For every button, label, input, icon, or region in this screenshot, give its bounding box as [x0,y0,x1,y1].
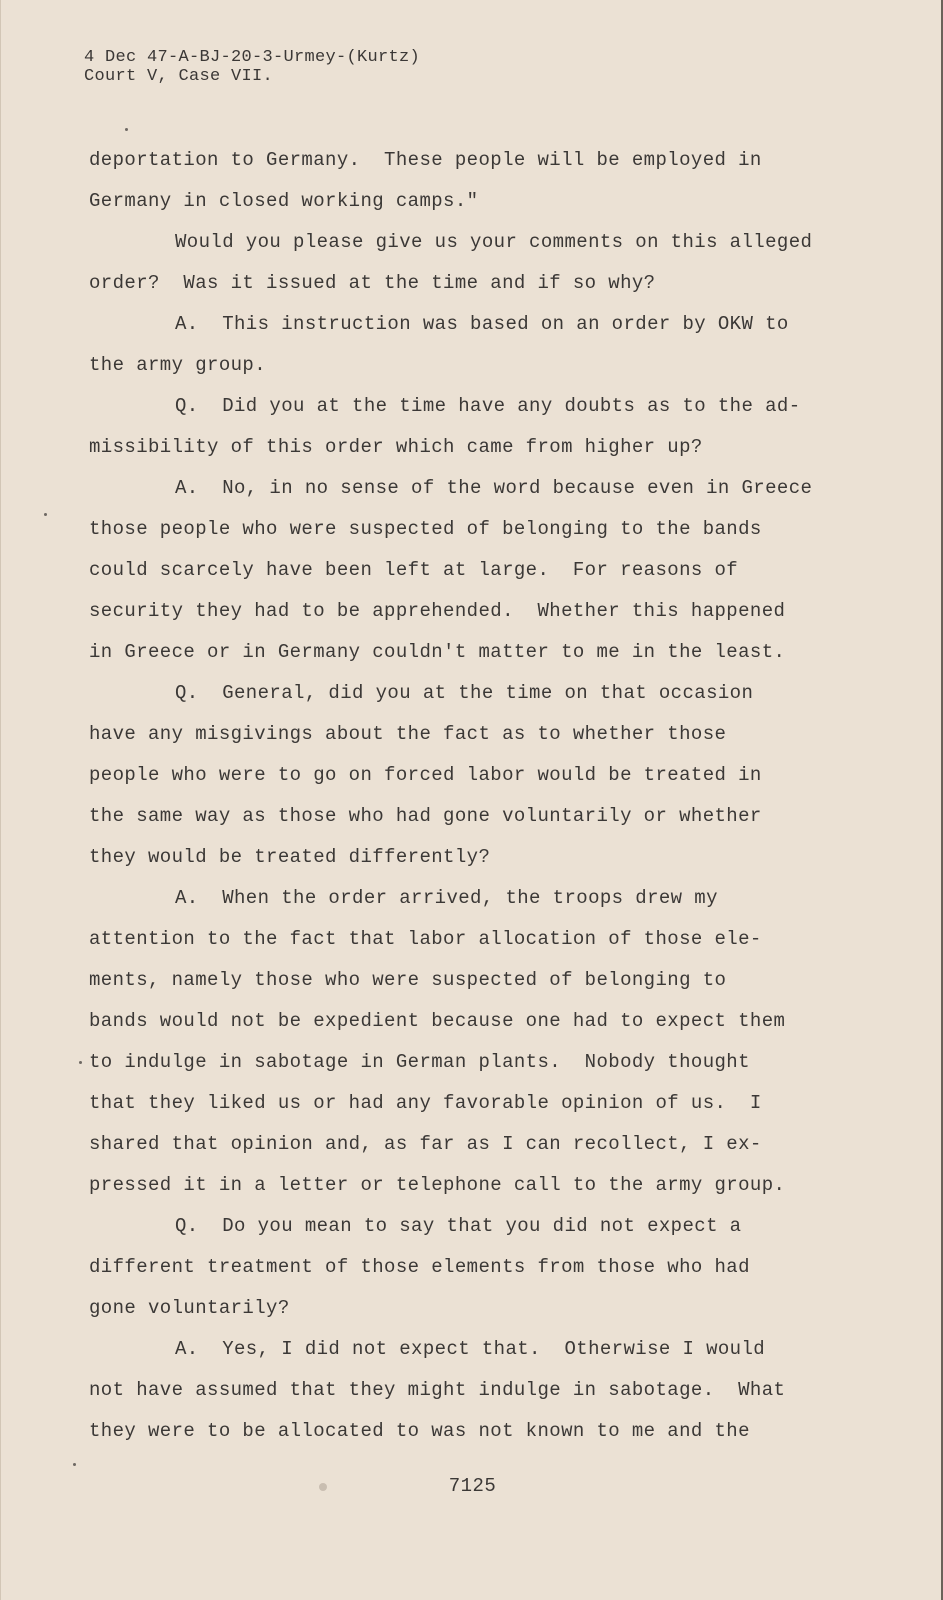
text-line: Would you please give us your comments on this alleged [175,231,813,253]
paper-speck [73,1463,76,1466]
transcript-body [89,146,889,1458]
text-line: pressed it in a letter or telephone call to the army group. [89,1174,786,1196]
header-reference-line: 4 Dec 47-A-BJ-20-3-Urmey-(Kurtz) [84,48,421,67]
text-line: people who were to go on forced labor would be treated in [89,764,762,786]
paper-speck [319,1483,327,1491]
text-line: to indulge in sabotage in German plants. Nobody thought [89,1051,750,1073]
paper-speck [44,513,47,516]
text-line: Germany in closed working camps." [89,190,479,212]
text-line: bands would not be expedient because one had to expect them [89,1010,786,1032]
text-line: A. No, in no sense of the word because even in Greece [175,477,813,499]
text-line: order? Was it issued at the time and if so why? [89,272,656,294]
text-line: in Greece or in Germany couldn't matter to me in the least. [89,641,786,663]
text-line: shared that opinion and, as far as I can recollect, I ex- [89,1133,762,1155]
text-line: Q. General, did you at the time on that occasion [175,682,754,704]
text-line: A. Yes, I did not expect that. Otherwise I would [175,1338,766,1360]
text-line: Q. Did you at the time have any doubts as to the ad- [175,395,801,417]
text-line: Q. Do you mean to say that you did not expect a [175,1215,742,1237]
text-line: not have assumed that they might indulge in sabotage. What [89,1379,786,1401]
text-line: the same way as those who had gone voluntarily or whether [89,805,762,827]
paper-speck [125,128,128,131]
paper-speck [79,1061,82,1064]
text-line: the army group. [89,354,267,376]
text-line: ments, namely those who were suspected of belonging to [89,969,727,991]
text-line: have any misgivings about the fact as to whether those [89,723,727,745]
text-line: A. This instruction was based on an order by OKW to [175,313,789,335]
text-line: they would be treated differently? [89,846,491,868]
page-number: 7125 [448,1475,497,1497]
text-line: security they had to be apprehended. Whether this happened [89,600,786,622]
header-court-line: Court V, Case VII. [84,67,274,86]
text-line: deportation to Germany. These people will be employed in [89,149,762,171]
text-line: missibility of this order which came from higher up? [89,436,703,458]
text-line: could scarcely have been left at large. For reasons of [89,559,739,581]
document-header [84,48,420,86]
text-line: they were to be allocated to was not known to me and the [89,1420,750,1442]
text-line: that they liked us or had any favorable opinion of us. I [89,1092,762,1114]
text-line: gone voluntarily? [89,1297,290,1319]
text-line: A. When the order arrived, the troops drew my [175,887,718,909]
text-line: attention to the fact that labor allocation of those ele- [89,928,762,950]
text-line: different treatment of those elements from those who had [89,1256,750,1278]
text-line: those people who were suspected of belonging to the bands [89,518,762,540]
